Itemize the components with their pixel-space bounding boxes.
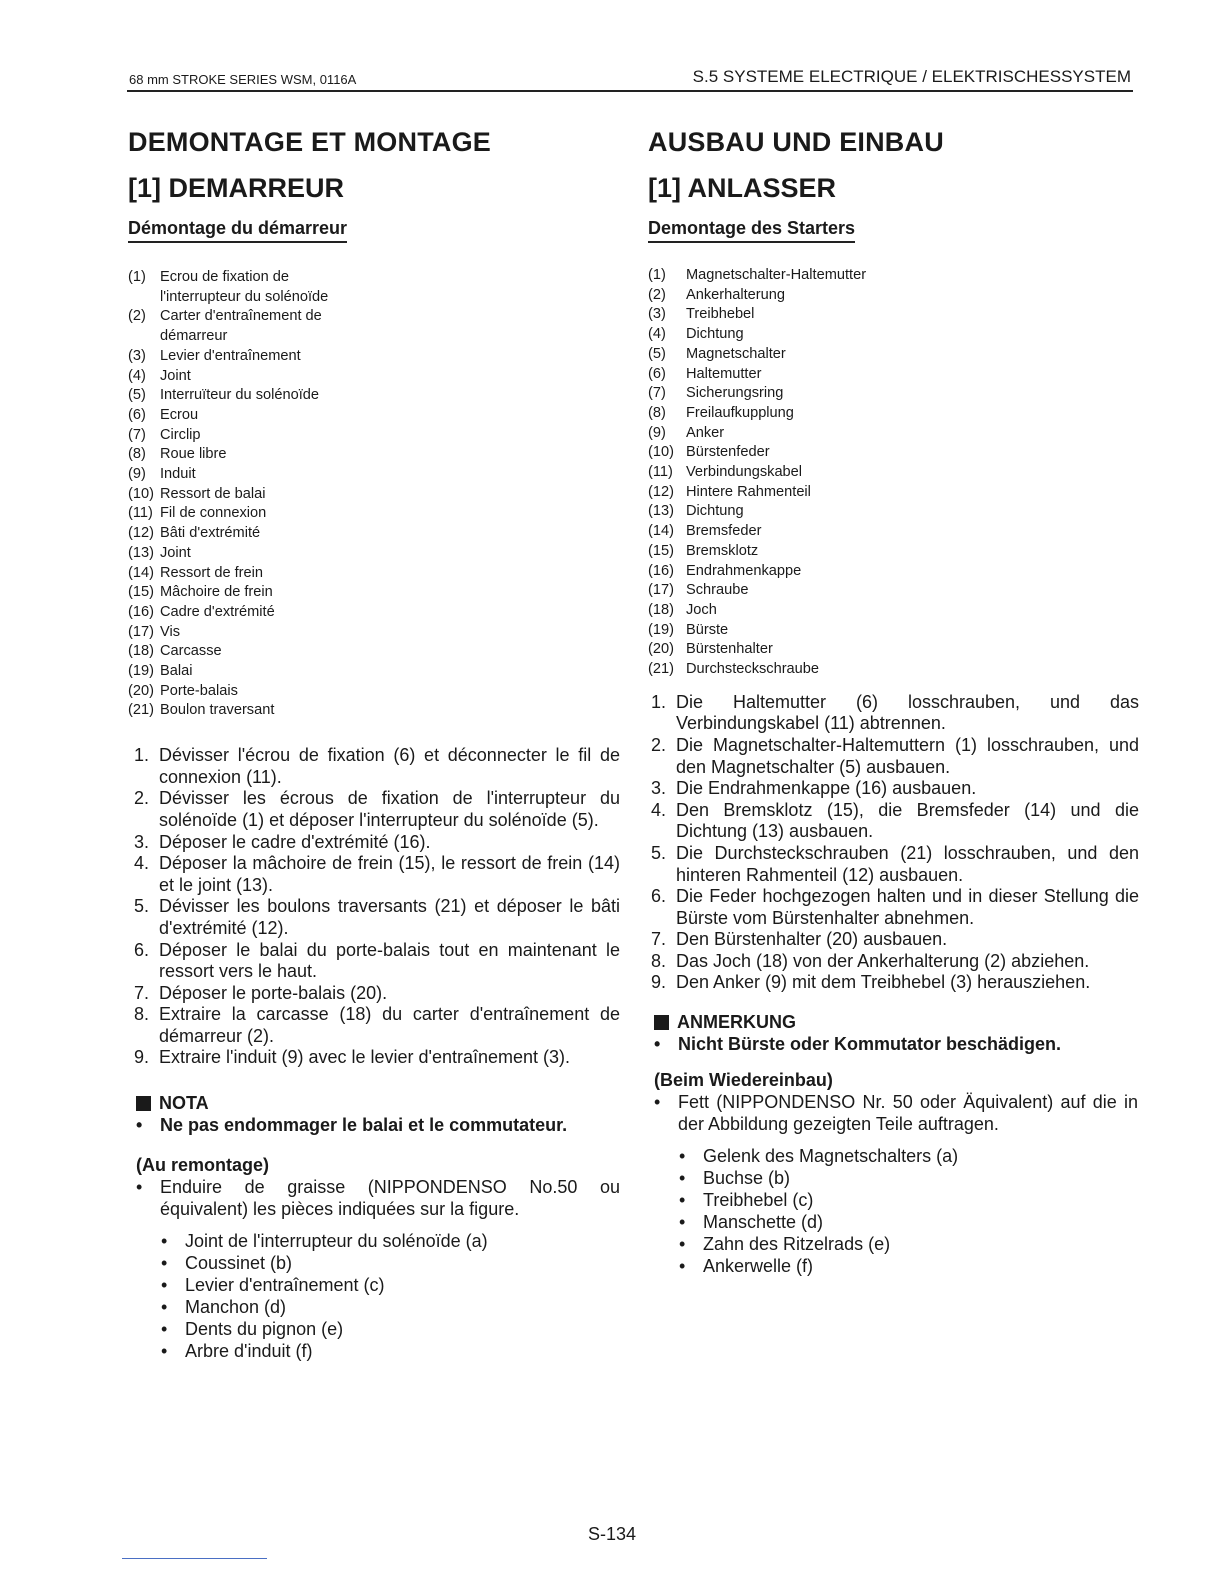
fr-part-item xyxy=(128,347,358,367)
de-grease-item xyxy=(679,1189,1138,1211)
bullet-icon: • xyxy=(161,1319,168,1340)
de-step-item xyxy=(651,886,1139,929)
de-part-item xyxy=(648,345,878,365)
fr-note-item xyxy=(136,1114,628,1136)
de-part-item xyxy=(648,365,878,385)
de-grease-item-text: Zahn des Ritzelrads (e) xyxy=(703,1234,891,1255)
de-reassembly xyxy=(654,1069,1138,1277)
fr-grease-item xyxy=(161,1296,620,1318)
fr-part-number: (9) xyxy=(128,466,146,483)
de-part-number: (3) xyxy=(648,306,666,323)
de-part-number: (10) xyxy=(648,444,674,461)
de-note-title-text: ANMERKUNG xyxy=(677,1012,796,1033)
de-note-text: Nicht Bürste oder Kommutator beschädigen. xyxy=(678,1034,1062,1055)
de-part-number: (14) xyxy=(648,523,674,540)
fr-part-item xyxy=(128,544,358,564)
de-step-item xyxy=(651,951,1139,973)
fr-step-number: 1. xyxy=(134,745,150,766)
fr-step-text: Extraire la carcasse (18) du carter d'entraînement de démarreur (2). xyxy=(159,1004,620,1046)
fr-note xyxy=(136,1093,628,1136)
fr-part-number: (18) xyxy=(128,643,154,660)
square-bullet-icon xyxy=(654,1015,669,1030)
de-step-text: Die Durchsteckschrauben (21) losschrauben, und den hinteren Rahmenteil (12) ausbauen. xyxy=(676,842,1139,885)
de-step-text: Die Endrahmenkappe (16) ausbauen. xyxy=(676,778,977,799)
fr-part-number: (21) xyxy=(128,702,154,719)
de-grease-item xyxy=(679,1145,1138,1167)
fr-section-title: [1] DEMARREUR xyxy=(128,173,344,203)
de-part-item xyxy=(648,640,878,660)
de-part-label: Hintere Rahmenteil xyxy=(686,483,811,500)
de-step-item xyxy=(651,800,1139,843)
de-part-number: (18) xyxy=(648,601,674,618)
de-step-number: 9. xyxy=(651,972,667,993)
de-part-number: (1) xyxy=(648,267,666,283)
fr-grease-item-text: Joint de l'interrupteur du solénoïde (a) xyxy=(185,1231,488,1252)
fr-step-number: 7. xyxy=(134,982,150,1003)
fr-part-label: Ecrou de fixation de l'interrupteur du solénoïde xyxy=(160,269,329,305)
de-grease-item-text: Treibhebel (c) xyxy=(703,1190,814,1211)
de-part-number: (2) xyxy=(648,286,666,303)
fr-grease-item-text: Manchon (d) xyxy=(185,1297,287,1318)
de-grease-list xyxy=(679,1145,1138,1277)
fr-step-item xyxy=(134,832,620,854)
bullet-icon: • xyxy=(161,1297,168,1318)
fr-part-number: (12) xyxy=(128,525,154,542)
de-part-label: Endrahmenkappe xyxy=(686,562,802,579)
fr-part-number: (6) xyxy=(128,406,146,423)
bullet-icon: • xyxy=(679,1168,686,1189)
de-grease-item xyxy=(679,1211,1138,1233)
de-part-item xyxy=(648,601,878,621)
de-part-label: Sicherungsring xyxy=(686,385,784,402)
de-step-text: Das Joch (18) von der Ankerhalterung (2) abziehen. xyxy=(676,950,1090,971)
fr-part-number: (7) xyxy=(128,426,146,443)
de-part-label: Schraube xyxy=(686,582,749,599)
de-subtitle: Demontage des Starters xyxy=(648,218,855,243)
de-part-item xyxy=(648,325,878,345)
de-part-item xyxy=(648,522,878,542)
fr-part-label: Joint xyxy=(160,544,191,561)
german-column xyxy=(648,124,1142,1277)
de-part-item xyxy=(648,483,878,503)
fr-part-label: Balai xyxy=(160,663,193,680)
de-step-number: 3. xyxy=(651,778,667,799)
header-section: S.5 SYSTEME ELECTRIQUE / ELEKTRISCHESSYSTEM xyxy=(692,67,1131,86)
fr-step-item xyxy=(134,1004,620,1047)
fr-part-number: (15) xyxy=(128,584,154,601)
fr-part-number: (14) xyxy=(128,564,154,581)
bullet-icon: • xyxy=(679,1212,686,1233)
fr-part-item xyxy=(128,504,358,524)
bullet-icon: • xyxy=(679,1234,686,1255)
de-part-label: Verbindungskabel xyxy=(686,464,803,481)
de-step-item xyxy=(651,929,1139,951)
de-step-text: Den Bremsklotz (15), die Bremsfeder (14) und die Dichtung (13) ausbauen. xyxy=(676,799,1139,842)
fr-step-number: 8. xyxy=(134,1004,150,1025)
fr-part-label: Fil de connexion xyxy=(160,505,267,522)
fr-part-item xyxy=(128,583,358,603)
fr-part-item xyxy=(128,386,358,406)
fr-reassembly xyxy=(136,1154,620,1362)
fr-grease-instruction xyxy=(136,1176,620,1220)
fr-parts-list xyxy=(128,268,358,721)
bullet-icon: • xyxy=(136,1115,143,1136)
fr-grease-item xyxy=(161,1252,620,1274)
fr-part-item xyxy=(128,426,358,446)
fr-part-number: (10) xyxy=(128,485,154,502)
de-part-number: (15) xyxy=(648,542,674,559)
bullet-icon: • xyxy=(679,1146,686,1167)
fr-part-item xyxy=(128,524,358,544)
fr-part-item xyxy=(128,623,358,643)
de-part-label: Treibhebel xyxy=(686,306,755,323)
fr-part-label: Boulon traversant xyxy=(160,702,275,719)
fr-part-item xyxy=(128,445,358,465)
fr-step-item xyxy=(134,1047,620,1069)
bullet-icon: • xyxy=(679,1256,686,1277)
fr-step-number: 3. xyxy=(134,831,150,852)
de-step-number: 7. xyxy=(651,929,667,950)
fr-note-title-text: NOTA xyxy=(159,1093,209,1114)
fr-grease-item-text: Levier d'entraînement (c) xyxy=(185,1275,385,1296)
fr-step-text: Extraire l'induit (9) avec le levier d'entraînement (3). xyxy=(159,1047,571,1068)
de-step-text: Die Haltemutter (6) losschrauben, und das Verbindungskabel (11) abtrennen. xyxy=(676,691,1139,734)
de-note xyxy=(654,1012,1142,1055)
fr-part-label: Roue libre xyxy=(160,446,227,463)
de-step-item xyxy=(651,843,1139,886)
fr-part-number: (4) xyxy=(128,367,146,384)
de-grease-item xyxy=(679,1167,1138,1189)
fr-part-item xyxy=(128,307,358,346)
header-series: 68 mm STROKE SERIES WSM, 0116A xyxy=(129,72,357,87)
fr-part-item xyxy=(128,564,358,584)
de-part-label: Bürste xyxy=(686,621,729,638)
fr-reassembly-title: (Au remontage) xyxy=(136,1155,270,1176)
de-part-item xyxy=(648,286,878,306)
fr-part-label: Ressort de frein xyxy=(160,564,264,581)
fr-part-number: (19) xyxy=(128,663,154,680)
fr-page-title: DEMONTAGE ET MONTAGE xyxy=(128,127,491,157)
de-part-number: (19) xyxy=(648,621,674,638)
bullet-icon: • xyxy=(161,1275,168,1296)
fr-step-item xyxy=(134,940,620,983)
fr-part-label: Cadre d'extrémité xyxy=(160,603,275,620)
page-header xyxy=(127,66,1133,92)
de-part-item xyxy=(648,502,878,522)
de-part-label: Haltemutter xyxy=(686,365,762,382)
fr-grease-item xyxy=(161,1318,620,1340)
de-step-number: 5. xyxy=(651,842,667,863)
de-grease-item-text: Buchse (b) xyxy=(703,1168,791,1189)
de-step-number: 2. xyxy=(651,734,667,755)
de-part-number: (20) xyxy=(648,641,674,658)
de-part-item xyxy=(648,542,878,562)
de-part-label: Dichtung xyxy=(686,503,744,520)
de-page-title: AUSBAU UND EINBAU xyxy=(648,127,944,157)
fr-part-item xyxy=(128,367,358,387)
fr-step-text: Déposer la mâchoire de frein (15), le ressort de frein (14) et le joint (13). xyxy=(159,853,620,895)
de-part-label: Bremsfeder xyxy=(686,523,762,540)
fr-steps-list xyxy=(134,745,620,1069)
de-grease-item xyxy=(679,1233,1138,1255)
footer-rule xyxy=(122,1558,267,1559)
de-part-item xyxy=(648,384,878,404)
de-grease-item-text: Gelenk des Magnetschalters (a) xyxy=(703,1146,959,1167)
fr-part-label: Levier d'entraînement xyxy=(160,347,301,364)
de-reassembly-title: (Beim Wiedereinbau) xyxy=(654,1070,833,1091)
fr-part-item xyxy=(128,268,358,307)
fr-part-label: Joint xyxy=(160,367,191,384)
de-step-text: Den Bürstenhalter (20) ausbauen. xyxy=(676,929,948,950)
fr-part-item xyxy=(128,406,358,426)
de-part-number: (5) xyxy=(648,345,666,362)
de-part-number: (7) xyxy=(648,385,666,402)
bullet-icon: • xyxy=(654,1034,661,1055)
de-part-label: Dichtung xyxy=(686,326,744,343)
fr-grease-text: Enduire de graisse (NIPPONDENSO No.50 ou équivalent) les pièces indiquées sur la figure. xyxy=(160,1177,620,1220)
de-grease-item xyxy=(679,1255,1138,1277)
de-part-number: (21) xyxy=(648,661,674,678)
fr-part-number: (17) xyxy=(128,623,154,640)
de-section-title: [1] ANLASSER xyxy=(648,173,837,203)
fr-part-item xyxy=(128,485,358,505)
de-part-item xyxy=(648,581,878,601)
de-note-title xyxy=(654,1012,1142,1033)
fr-grease-item-text: Dents du pignon (e) xyxy=(185,1319,344,1340)
fr-part-label: Induit xyxy=(160,466,196,483)
fr-part-item xyxy=(128,682,358,702)
bullet-icon: • xyxy=(679,1190,686,1211)
de-step-text: Den Anker (9) mit dem Treibhebel (3) herausziehen. xyxy=(676,972,1091,993)
fr-part-number: (2) xyxy=(128,308,146,325)
de-part-item xyxy=(648,424,878,444)
fr-subtitle: Démontage du démarreur xyxy=(128,218,347,243)
de-grease-item-text: Ankerwelle (f) xyxy=(703,1256,814,1277)
de-part-item xyxy=(648,305,878,325)
bullet-icon: • xyxy=(161,1253,168,1274)
de-part-label: Magnetschalter xyxy=(686,345,786,362)
de-steps-list xyxy=(651,692,1139,994)
de-part-label: Joch xyxy=(686,601,717,618)
fr-part-number: (16) xyxy=(128,603,154,620)
fr-step-text: Dévisser l'écrou de fixation (6) et déconnecter le fil de connexion (11). xyxy=(159,745,620,787)
bullet-icon: • xyxy=(136,1177,143,1198)
fr-grease-item-text: Coussinet (b) xyxy=(185,1253,293,1274)
de-part-item xyxy=(648,266,878,286)
fr-part-label: Circlip xyxy=(160,426,201,443)
fr-part-label: Interruïteur du solénoïde xyxy=(160,387,320,404)
de-part-label: Anker xyxy=(686,424,725,441)
fr-part-item xyxy=(128,603,358,623)
fr-grease-list xyxy=(161,1230,620,1362)
de-grease-instruction xyxy=(654,1091,1138,1135)
bullet-icon: • xyxy=(654,1092,661,1113)
fr-step-number: 4. xyxy=(134,853,150,874)
de-step-item xyxy=(651,778,1139,800)
fr-part-label: Vis xyxy=(160,623,181,640)
fr-part-label: Bâti d'extrémité xyxy=(160,525,261,542)
bullet-icon: • xyxy=(161,1231,168,1252)
fr-part-item xyxy=(128,642,358,662)
de-step-text: Die Feder hochgezogen halten und in dieser Stellung die Bürste vom Bürstenhalter abnehmen. xyxy=(676,886,1139,928)
de-step-item xyxy=(651,692,1139,735)
de-part-label: Bürstenfeder xyxy=(686,444,770,461)
de-part-label: Bremsklotz xyxy=(686,542,759,559)
fr-note-title xyxy=(136,1093,628,1114)
fr-part-number: (5) xyxy=(128,387,146,404)
de-part-number: (16) xyxy=(648,562,674,579)
de-step-number: 4. xyxy=(651,799,667,820)
fr-part-number: (20) xyxy=(128,682,154,699)
fr-step-text: Déposer le balai du porte-balais tout en maintenant le ressort vers le haut. xyxy=(159,939,620,982)
de-part-label: Durchsteckschraube xyxy=(686,661,820,678)
de-grease-text: Fett (NIPPONDENSO Nr. 50 oder Äquivalent) auf die in der Abbildung gezeigten Teile auftragen. xyxy=(678,1092,1138,1135)
fr-step-item xyxy=(134,745,620,788)
fr-part-item xyxy=(128,465,358,485)
de-step-number: 1. xyxy=(651,691,667,712)
fr-step-item xyxy=(134,896,620,939)
fr-part-label: Ecrou xyxy=(160,406,199,423)
fr-grease-item-text: Arbre d'induit (f) xyxy=(185,1341,313,1362)
de-part-item xyxy=(648,562,878,582)
de-part-item xyxy=(648,621,878,641)
fr-part-label: Carter d'entraînement de démarreur xyxy=(160,308,322,345)
de-part-number: (8) xyxy=(648,404,666,421)
fr-part-number: (8) xyxy=(128,446,146,463)
de-step-number: 6. xyxy=(651,886,667,907)
bullet-icon: • xyxy=(161,1341,168,1362)
fr-part-label: Ressort de balai xyxy=(160,485,266,502)
de-part-number: (6) xyxy=(648,365,666,382)
fr-part-number: (13) xyxy=(128,544,154,561)
de-part-label: Bürstenhalter xyxy=(686,641,773,658)
fr-note-text: Ne pas endommager le balai et le commutateur. xyxy=(160,1115,568,1136)
de-part-number: (11) xyxy=(648,464,673,481)
square-bullet-icon xyxy=(136,1096,151,1111)
de-grease-item-text: Manschette (d) xyxy=(703,1212,824,1233)
de-part-number: (13) xyxy=(648,503,674,520)
fr-grease-item xyxy=(161,1340,620,1362)
de-parts-list xyxy=(648,266,878,680)
fr-step-item xyxy=(134,853,620,896)
fr-step-text: Dévisser les écrous de fixation de l'interrupteur du solénoïde (1) et déposer l'interrupteur du solénoïde (5). xyxy=(159,788,620,830)
fr-step-item xyxy=(134,983,620,1005)
fr-step-number: 9. xyxy=(134,1047,150,1068)
de-part-label: Magnetschalter-Haltemutter xyxy=(686,267,867,283)
fr-step-number: 2. xyxy=(134,788,150,809)
de-part-item xyxy=(648,660,878,680)
fr-part-item xyxy=(128,662,358,682)
fr-part-number: (1) xyxy=(128,269,146,285)
page-number: S-134 xyxy=(587,1524,637,1544)
fr-step-number: 6. xyxy=(134,939,150,960)
de-step-item xyxy=(651,972,1139,994)
de-part-item xyxy=(648,463,878,483)
de-step-number: 8. xyxy=(651,950,667,971)
fr-grease-item xyxy=(161,1230,620,1252)
fr-part-label: Porte-balais xyxy=(160,682,238,699)
de-step-item xyxy=(651,735,1139,778)
fr-step-text: Déposer le cadre d'extrémité (16). xyxy=(159,831,431,852)
fr-step-text: Déposer le porte-balais (20). xyxy=(159,982,388,1003)
fr-step-text: Dévisser les boulons traversants (21) et déposer le bâti d'extrémité (12). xyxy=(159,896,620,938)
de-part-number: (12) xyxy=(648,483,674,500)
fr-part-number: (11) xyxy=(128,505,153,522)
french-column xyxy=(128,124,628,1362)
de-note-item xyxy=(654,1033,1142,1055)
fr-step-item xyxy=(134,788,620,831)
fr-step-number: 5. xyxy=(134,896,150,917)
fr-part-item xyxy=(128,701,358,721)
fr-part-number: (3) xyxy=(128,347,146,364)
de-part-number: (17) xyxy=(648,582,674,599)
de-part-label: Freilaufkupplung xyxy=(686,404,794,421)
fr-part-label: Mâchoire de frein xyxy=(160,584,273,601)
de-part-number: (9) xyxy=(648,424,666,441)
de-part-item xyxy=(648,443,878,463)
de-part-label: Ankerhalterung xyxy=(686,286,785,303)
de-part-item xyxy=(648,404,878,424)
fr-grease-item xyxy=(161,1274,620,1296)
fr-part-label: Carcasse xyxy=(160,643,222,660)
de-step-text: Die Magnetschalter-Haltemuttern (1) losschrauben, und den Magnetschalter (5) ausbauen. xyxy=(676,734,1139,777)
de-part-number: (4) xyxy=(648,326,666,343)
